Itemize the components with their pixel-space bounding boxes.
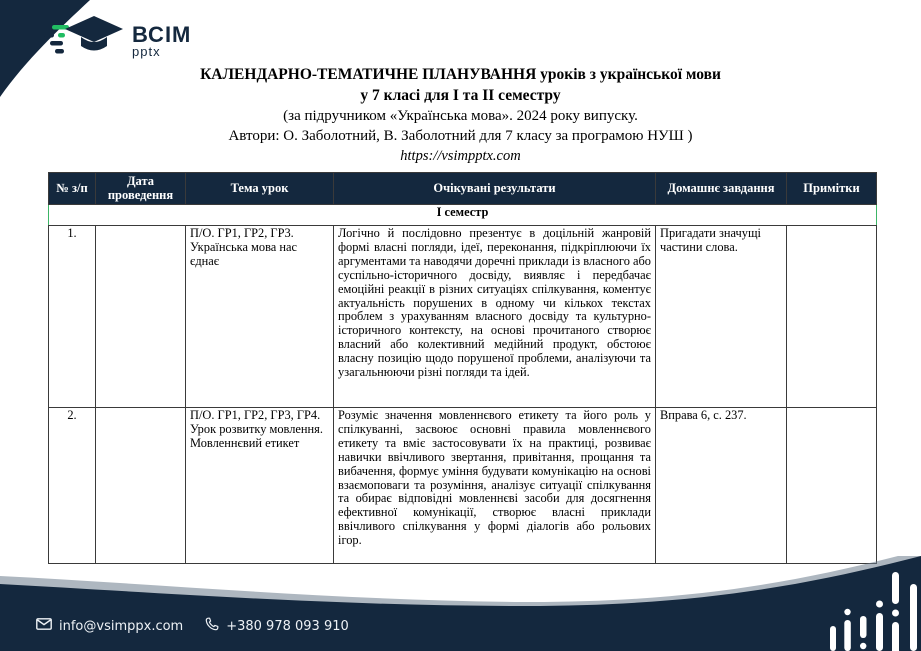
phone-text: +380 978 093 910: [226, 618, 349, 634]
cell-homework: Вправа 6, с. 237.: [656, 408, 787, 564]
cell-results: Розуміє значення мовленнєвого етикету та його роль у спілкуванні, засвоює основні правила мовленнєвого етикету та вміє застосовувати їх на практиці, розвиває навички ввічливого звертання, привітання, прощання та вибачення, формує уміння будувати комунікацію на основі взаємоповаги та розуміння, аналізує ситуації спілкування та обирає відповідні мовленнєві засоби для досягнення ефективної комунікації, створює власні приклади ввічливого спілкування у формі діалогів або рольових ігор.: [334, 408, 656, 564]
column-header-results: Очікувані результати: [334, 173, 656, 205]
footer-contacts: [36, 617, 349, 635]
column-header-number: № з/п: [49, 173, 96, 205]
cell-number: 1.: [49, 226, 96, 408]
subtitle-line-1: (за підручником «Українська мова». 2024 року випуску.: [283, 108, 638, 124]
semester-banner: І семестр: [49, 205, 877, 226]
email-contact: [36, 618, 183, 634]
equalizer-bars-icon: [826, 556, 921, 651]
cell-date: [96, 226, 186, 408]
cell-notes: [787, 226, 877, 408]
cell-number: 2.: [49, 408, 96, 564]
logo: [44, 14, 191, 69]
brand-subname: pptx: [132, 44, 161, 59]
column-header-homework: Домашнє завдання: [656, 173, 787, 205]
email-text: info@vsimppx.com: [59, 618, 184, 634]
title-line-1: КАЛЕНДАРНО-ТЕМАТИЧНЕ ПЛАНУВАННЯ уроків з української мови: [200, 66, 721, 83]
phone-icon: [205, 617, 219, 635]
graduation-cap-icon: [44, 14, 124, 69]
cell-date: [96, 408, 186, 564]
title-line-2: у 7 класі для І та ІІ семестру: [360, 87, 561, 104]
semester-banner-row: [49, 205, 877, 226]
subtitle-line-2: Автори: О. Заболотний, В. Заболотний для 7 класу за програмою НУШ ): [228, 128, 693, 144]
table-row: [49, 226, 877, 408]
column-header-notes: Примітки: [787, 173, 877, 205]
site-url-link[interactable]: https://vsimpptx.com: [400, 148, 521, 164]
footer-wave: [0, 556, 921, 651]
table-header-row: [49, 173, 877, 205]
cell-topic: П/О. ГР1, ГР2, ГР3, ГР4. Урок розвитку мовлення. Мовленнєвий етикет: [186, 408, 334, 564]
table-row: [49, 408, 877, 564]
page-title-block: [0, 64, 921, 166]
envelope-icon: [36, 618, 52, 634]
cell-results: Логічно й послідовно презентує в доцільній жанровій формі власні погляди, ідеї, переконання, підкріплюючи їх аргументами та наводячи доречні приклади із власного або суспільно-історичного досвіду, виявляє і передбачає емоційні реакції в різних ситуаціях спілкування, коментує актуальність порушених в одному чи кількох текстах проблем з урахуванням власного досвіду та культурно-історичного контексту, на основі прочитаного створює власний або колективний медійний продукт, обстоює власну позицію щодо порушеної проблеми, аналізуючи та узагальнюючи різні погляди та ідей.: [334, 226, 656, 408]
lesson-plan-table: [48, 172, 877, 564]
cell-notes: [787, 408, 877, 564]
cell-topic: П/О. ГР1, ГР2, ГР3. Українська мова нас єднає: [186, 226, 334, 408]
brand-name: ВСІМ: [132, 22, 192, 47]
column-header-date: Дата проведення: [96, 173, 186, 205]
cell-homework: Пригадати значущі частини слова.: [656, 226, 787, 408]
column-header-topic: Тема урок: [186, 173, 334, 205]
phone-contact: [205, 617, 349, 635]
